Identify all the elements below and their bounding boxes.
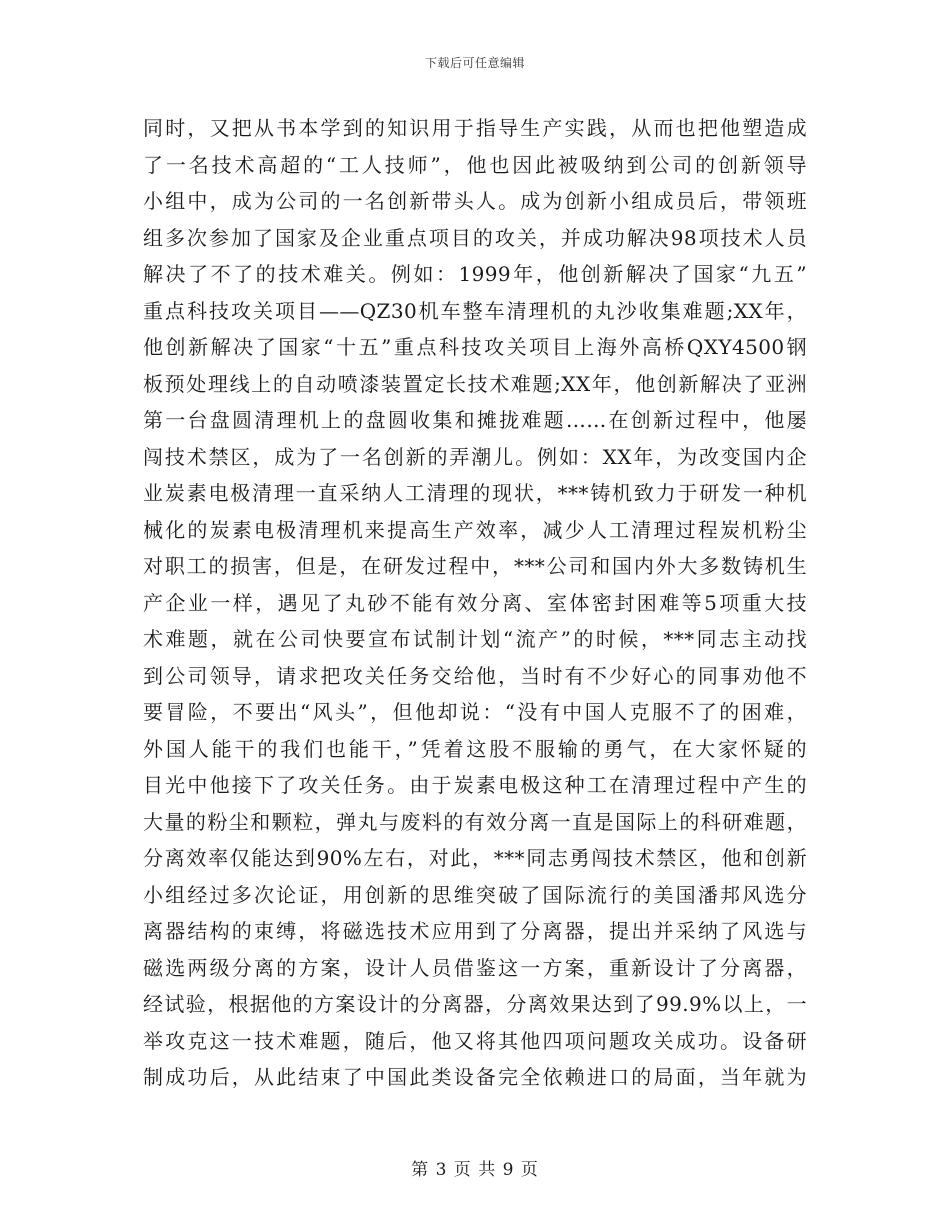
text-line: 举攻克这一技术难题，随后，他又将其他四项问题攻关成功。设备研 bbox=[143, 1028, 807, 1053]
text-line: 术难题，就在公司快要宣布试制计划“流产”的时候，***同志主动找 bbox=[143, 627, 807, 651]
text-line: 产企业一样，遇见了丸砂不能有效分离、室体密封困难等5项重大技 bbox=[143, 590, 807, 615]
text-line: 他创新解决了国家“十五”重点科技攻关项目上海外高桥QXY4500钢 bbox=[143, 335, 807, 359]
text-line: 目光中他接下了攻关任务。由于炭素电极这种工在清理过程中产生的 bbox=[143, 773, 807, 797]
page-header: 下载后可任意编辑 bbox=[424, 56, 525, 70]
text-line: 磁选两级分离的方案，设计人员借鉴这一方案，重新设计了分离器， bbox=[143, 955, 807, 980]
document-body bbox=[143, 110, 807, 1096]
text-line: 对职工的损害，但是，在研发过程中，***公司和国内外大多数铸机生 bbox=[143, 554, 807, 578]
page-number-total: 9 bbox=[502, 1160, 515, 1180]
text-line: 经试验，根据他的方案设计的分离器，分离效果达到了99.9%以上，一 bbox=[143, 992, 807, 1016]
text-line: 业炭素电极清理一直采纳人工清理的现状，***铸机致力于研发一种机 bbox=[143, 481, 807, 505]
text-line: 第一台盘圆清理机上的盘圆收集和摊拢难题……在创新过程中，他屡 bbox=[143, 408, 807, 432]
page-footer-prefix: 第 bbox=[411, 1160, 430, 1180]
text-line: 分离效率仅能达到90%左右，对此，***同志勇闯技术禁区，他和创新 bbox=[143, 846, 807, 870]
page-number-current: 3 bbox=[435, 1160, 448, 1180]
text-line: 板预处理线上的自动喷漆装置定长技术难题;XX年，他创新解决了亚洲 bbox=[143, 371, 807, 396]
text-line: 离器结构的束缚，将磁选技术应用到了分离器，提出并采纳了风选与 bbox=[143, 919, 807, 943]
text-line: 闯技术禁区，成为了一名创新的弄潮儿。例如：XX年，为改变国内企 bbox=[143, 444, 807, 469]
text-line: 到公司领导，请求把攻关任务交给他，当时有不少好心的同事劝他不 bbox=[143, 663, 807, 688]
page-footer bbox=[0, 1155, 950, 1180]
text-line: 同时，又把从书本学到的知识用于指导生产实践，从而也把他塑造成 bbox=[143, 116, 807, 140]
text-line: 外国人能干的我们也能干，”凭着这股不服输的勇气，在大家怀疑的 bbox=[143, 736, 807, 761]
text-line: 大量的粉尘和颗粒，弹丸与废料的有效分离一直是国际上的科研难题， bbox=[143, 809, 807, 834]
text-line: 制成功后，从此结束了中国此类设备完全依赖进口的局面，当年就为 bbox=[143, 1065, 807, 1089]
text-line: 要冒险，不要出“风头”，但他却说：“没有中国人克服不了的困难， bbox=[143, 700, 807, 724]
text-line: 了一名技术高超的“工人技师”，他也因此被吸纳到公司的创新领导 bbox=[143, 152, 807, 177]
page-footer-middle: 页 共 bbox=[453, 1160, 497, 1180]
text-line: 小组经过多次论证，用创新的思维突破了国际流行的美国潘邦风选分 bbox=[143, 882, 807, 907]
text-line: 重点科技攻关项目——QZ30机车整车清理机的丸沙收集难题;XX年， bbox=[143, 298, 807, 323]
text-line: 解决了不了的技术难关。例如：1999年，他创新解决了国家“九五” bbox=[143, 262, 807, 286]
text-line: 小组中，成为公司的一名创新带头人。成为创新小组成员后，带领班 bbox=[143, 189, 807, 213]
text-line: 械化的炭素电极清理机来提高生产效率，减少人工清理过程炭机粉尘 bbox=[143, 517, 807, 542]
text-line: 组多次参加了国家及企业重点项目的攻关，并成功解决98项技术人员 bbox=[143, 225, 807, 250]
page-footer-suffix: 页 bbox=[520, 1160, 539, 1180]
